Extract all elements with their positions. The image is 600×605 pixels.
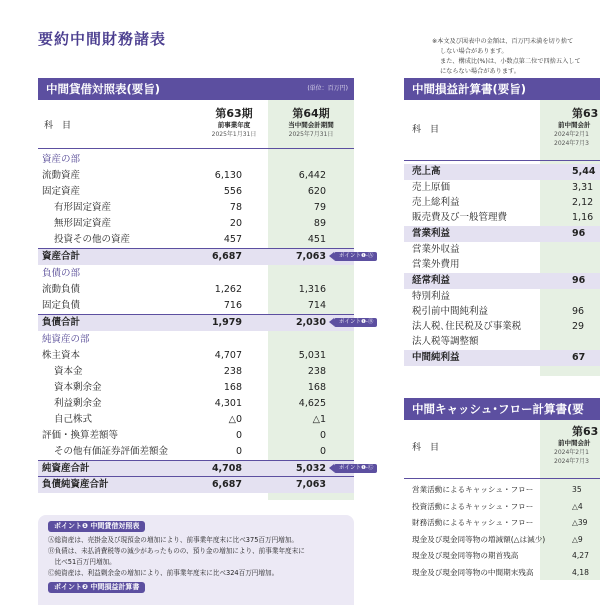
current-value: 7,063	[295, 479, 326, 490]
current-value: 238	[307, 366, 326, 377]
prior-value: 0	[235, 430, 242, 441]
row-label: 投資その他の資産	[54, 234, 131, 245]
table-row	[38, 364, 354, 380]
table-row	[38, 444, 354, 460]
row-label: 投資活動によるキャッシュ・フロー	[412, 501, 534, 511]
current-period-header: 第64期 当中間会計期間 2025年7月31日	[288, 107, 334, 138]
row-label: 売上原価	[412, 182, 451, 193]
current-value: 89	[313, 218, 326, 229]
cash-flow-title: 中間キャッシュ･フロー計算書(要	[412, 402, 584, 416]
current-value: 2,030	[295, 317, 326, 328]
row-label: 売上高	[412, 166, 441, 177]
row-label: 税引前中間純利益	[412, 306, 489, 317]
row-label: 資本金	[54, 366, 83, 377]
income-prior-period-header: 第63 前中間会計 2024年2月1 2024年7月3	[554, 107, 599, 147]
point-line-a: Ⓐ総資産は、売掛金及び現預金の増加により、前事業年度末に比べ375百万円増加。	[48, 536, 298, 544]
row-label: 営業利益	[412, 228, 451, 239]
table-row	[404, 319, 600, 335]
balance-sheet-header	[38, 78, 354, 100]
row-label: 無形固定資産	[54, 218, 112, 229]
total-row	[404, 350, 600, 366]
prior-value: 457	[223, 234, 242, 245]
table-row	[38, 428, 354, 444]
current-value: 168	[307, 382, 326, 393]
table-row	[38, 168, 354, 184]
table-row	[404, 334, 600, 350]
total-row	[38, 248, 354, 265]
row-label: 有形固定資産	[54, 202, 112, 213]
row-label: 売上総利益	[412, 197, 460, 208]
prior-value: 29	[572, 321, 585, 332]
current-value: 5,032	[295, 463, 326, 474]
table-row	[404, 565, 600, 580]
income-statement-column-header	[404, 100, 600, 161]
page-title: 要約中間財務諸表	[38, 30, 167, 48]
current-value: 5,031	[298, 350, 326, 361]
prior-value: 5,44	[572, 166, 596, 177]
prior-value: 556	[223, 186, 242, 197]
total-row	[38, 476, 354, 493]
prior-period-header: 第63期 前事業年度 2025年1月31日	[211, 107, 257, 138]
prior-value: 6,687	[211, 251, 242, 262]
row-label: 利益剰余金	[54, 398, 102, 409]
prior-value: 20	[229, 218, 242, 229]
current-value: 620	[307, 186, 326, 197]
prior-value: 4,707	[214, 350, 242, 361]
table-row	[404, 482, 600, 497]
prior-value: 96	[572, 306, 585, 317]
table-row	[38, 184, 354, 200]
table-row	[404, 515, 600, 530]
total-row	[38, 460, 354, 477]
point-badge: ポイント❶-Ⓒ	[334, 464, 377, 473]
point-badge: ポイント❶-Ⓐ	[334, 252, 377, 261]
prior-value: 4,301	[214, 398, 242, 409]
row-label: 流動資産	[42, 170, 81, 181]
prior-value: 1,16	[572, 212, 594, 223]
table-row	[38, 200, 354, 216]
cash-flow-header	[404, 398, 600, 420]
table-row	[404, 499, 600, 514]
prior-value: 716	[223, 300, 242, 311]
income-statement-title: 中間損益計算書(要旨)	[412, 82, 527, 96]
prior-value: 78	[229, 202, 242, 213]
row-label: 流動負債	[42, 284, 81, 295]
prior-value: △39	[572, 518, 588, 527]
current-value: △1	[312, 414, 326, 425]
current-value: 7,063	[295, 251, 326, 262]
row-label: 資本剰余金	[54, 382, 102, 393]
row-label: 資産合計	[42, 251, 81, 262]
section-heading	[38, 332, 354, 348]
prior-value: 238	[223, 366, 242, 377]
row-label: 資産の部	[42, 154, 81, 165]
table-row	[38, 396, 354, 412]
table-row	[404, 180, 600, 196]
prior-value: 6,130	[214, 170, 242, 181]
row-label: 評価・換算差額等	[42, 430, 119, 441]
table-row	[38, 348, 354, 364]
prior-value: 1,262	[214, 284, 242, 295]
prior-value: 1,979	[211, 317, 242, 328]
prior-value: 96	[572, 275, 586, 286]
row-label: 法人税等調整額	[412, 336, 479, 347]
table-row	[38, 216, 354, 232]
table-row	[404, 210, 600, 226]
cash-flow-prior-period-header: 第63 前中間会計 2024年2月1 2024年7月3	[554, 425, 599, 465]
total-row	[404, 226, 600, 242]
section-heading	[38, 266, 354, 282]
table-row	[404, 548, 600, 563]
point-line-c: Ⓒ純資産は、利益剰余金の増加により、前事業年度末に比べ324百万円増加。	[48, 569, 279, 577]
section-heading	[38, 152, 354, 168]
table-row	[38, 298, 354, 314]
prior-value: 4,18	[572, 567, 589, 577]
current-value: 4,625	[298, 398, 326, 409]
prior-value: △9	[572, 534, 583, 544]
current-value: 6,442	[298, 170, 326, 181]
row-label: 固定資産	[42, 186, 81, 197]
prior-value: 2,12	[572, 197, 594, 208]
points-box	[38, 515, 354, 605]
table-row	[38, 412, 354, 428]
prior-value: 6,687	[211, 479, 242, 490]
row-label: 自己株式	[54, 414, 93, 425]
table-row	[404, 195, 600, 211]
table-row	[404, 242, 600, 258]
table-row	[404, 289, 600, 305]
row-label: 負債合計	[42, 317, 81, 328]
row-label: 経常利益	[412, 275, 451, 286]
prior-value: 4,708	[211, 463, 242, 474]
point-badge: ポイント❶-Ⓑ	[334, 318, 377, 327]
table-row	[38, 232, 354, 248]
item-header: 科 目	[44, 121, 72, 131]
prior-value: 67	[572, 352, 586, 363]
row-label: 現金及び現金同等物の中間期末残高	[412, 567, 534, 577]
table-row	[38, 282, 354, 298]
current-value: 0	[319, 446, 326, 457]
row-label: 純資産合計	[42, 463, 90, 474]
row-label: 法人税､住民税及び事業税	[412, 321, 522, 332]
prior-value: 3,31	[572, 182, 594, 193]
row-label: 営業外費用	[412, 259, 460, 270]
income-item-header: 科 目	[412, 125, 440, 135]
prior-value: △4	[572, 501, 583, 511]
prior-value: 96	[572, 228, 586, 239]
table-row	[404, 304, 600, 320]
cash-flow-item-header: 科 目	[412, 443, 440, 453]
row-label: その他有価証券評価差額金	[54, 446, 169, 457]
row-label: 財務活動によるキャッシュ・フロー	[412, 518, 534, 527]
row-label: 株主資本	[42, 350, 81, 361]
point-line-b: Ⓑ負債は、未払消費税等の減少があったものの、預り金の増加により、前事業年度末に	[48, 547, 305, 555]
row-label: 営業外収益	[412, 244, 460, 255]
point1-tag: ポイント❶ 中間貸借対照表	[48, 521, 145, 532]
row-label: 営業活動によるキャッシュ・フロー	[412, 485, 534, 494]
total-row	[404, 164, 600, 180]
row-label: 純資産の部	[42, 334, 90, 345]
row-label: 固定負債	[42, 300, 81, 311]
prior-value: 35	[572, 485, 582, 494]
table-row	[404, 257, 600, 273]
table-row	[404, 532, 600, 547]
current-value: 79	[313, 202, 326, 213]
table-row	[38, 380, 354, 396]
cash-flow-column-header	[404, 420, 600, 479]
row-label: 販売費及び一般管理費	[412, 212, 508, 223]
row-label: 負債の部	[42, 268, 81, 279]
row-label: 現金及び現金同等物の期首残高	[412, 551, 519, 560]
current-value: 714	[307, 300, 326, 311]
balance-sheet-column-header	[38, 100, 354, 149]
unit-label: (単位：百万円)	[307, 85, 348, 92]
total-row	[404, 273, 600, 289]
income-statement-header	[404, 78, 600, 100]
prior-value: 0	[235, 446, 242, 457]
point-line-b2: 比べ51百万円増加。	[48, 558, 116, 566]
current-value: 1,316	[298, 284, 326, 295]
row-label: 負債純資産合計	[42, 479, 109, 490]
total-row	[38, 314, 354, 331]
top-note: ※本文及び図表中の金額は、百万円未満を切り捨て しない場合があります。 また、構成比(%)は、小数点第二位で四捨五入して にならない場合があります。	[432, 38, 581, 75]
row-label: 現金及び現金同等物の増減額(△は減少)	[412, 534, 546, 544]
current-value: 451	[307, 234, 326, 245]
prior-value: △0	[228, 414, 242, 425]
prior-value: 168	[223, 382, 242, 393]
point2-tag: ポイント❷ 中間損益計算書	[48, 582, 145, 593]
balance-sheet-title: 中間貸借対照表(要旨)	[46, 82, 161, 96]
prior-value: 4,27	[572, 551, 589, 560]
row-label: 特別利益	[412, 291, 451, 302]
current-value: 0	[319, 430, 326, 441]
row-label: 中間純利益	[412, 352, 460, 363]
